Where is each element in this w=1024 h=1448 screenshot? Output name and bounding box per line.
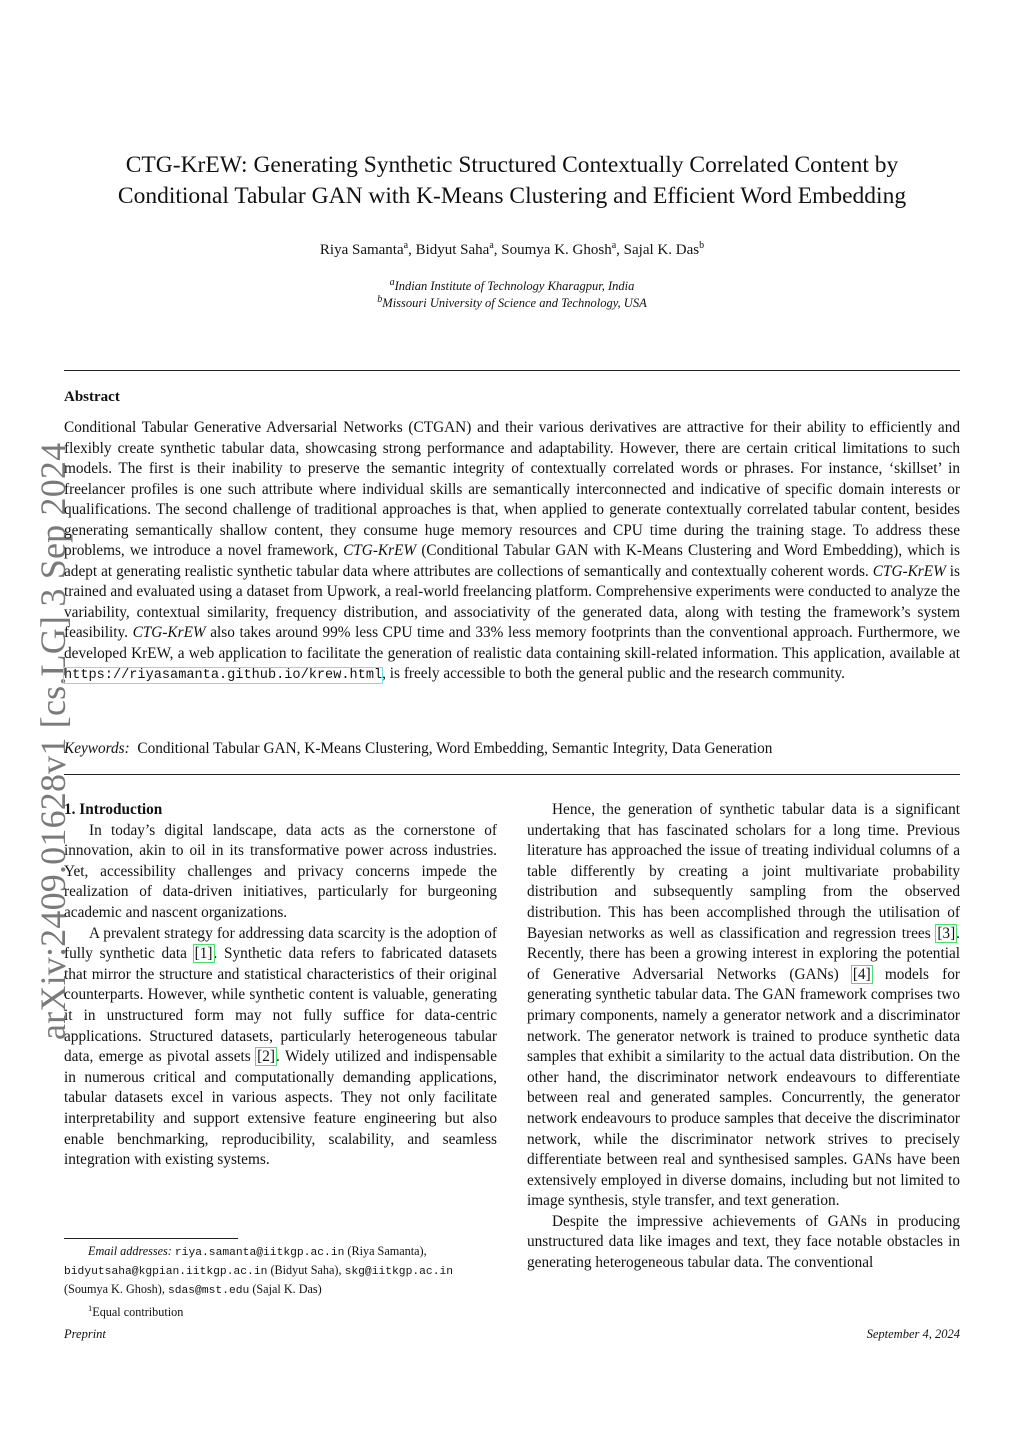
email-address[interactable]: riya.samanta@iitkgp.ac.in <box>174 1247 345 1259</box>
footnote-divider <box>64 1238 238 1239</box>
paragraph: Despite the impressive achievements of GANs in producing unstructured data like images and text, they face notable obstacles in generating heterogeneous tabular data. The conventional <box>527 1212 960 1272</box>
footnotes: Email addresses: riya.samanta@iitkgp.ac.in (Riya Samanta), bidyutsaha@kgpian.iitkgp.ac.in (Bidyut Saha), skg@iitkgp.ac.in (Soumya K. Ghosh), sdas@mst.edu (Sajal K. Das) $^1$Equal contribution <box>64 1243 504 1321</box>
abstract-heading: Abstract <box>64 389 120 405</box>
arxiv-identifier[interactable]: arXiv:2409.01628v1 [cs.LG] 3 Sep 2024 <box>33 442 73 1040</box>
citation-link[interactable]: [1] <box>194 945 213 963</box>
email-address[interactable]: bidyutsaha@kgpian.iitkgp.ac.in <box>64 1266 268 1278</box>
author-list: Riya Samanta$^a$, Bidyut Saha$^a$, Soumya K. Ghosh$^a$, Sajal K. Das$^b$ <box>319 240 705 258</box>
abstract-text: Conditional Tabular Generative Adversarial Networks (CTGAN) and their various derivatives are attractive for their ability to efficiently and flexibly create synthetic tabular data, showcasing strong performance and adaptability. However, there are certain critical limitations to such models. The first is their inability to preserve the semantic integrity of contextually correlated words or phrases. For instance, ‘skillset’ in freelancer profiles is one such attribute where individual skills are semantically interconnected and indicative of specific domain interests or qualifications. The second challenge of traditional approaches is that, when applied to generate contextually correlated tabular content, besides generating semantically shallow content, they consume huge memory resources and CPU time during the training stage. To address these problems, we introduce a novel framework, CTG-KrEW (Conditional Tabular GAN with K-Means Clustering and Word Embedding), which is adept at generating realistic synthetic tabular data where attributes are collections of semantically and contextually coherent words. CTG-KrEW is trained and evaluated using a dataset from Upwork, a real-world freelancing platform. Comprehensive experiments were conducted to analyze the variability, contextual similarity, frequency distribution, and associativity of the generated data, along with testing the framework’s system feasibility. CTG-KrEW also takes around 99% less CPU time and 33% less memory footprints than the conventional approach. Furthermore, we developed KrEW, a web application to facilitate the generation of realistic data containing skill-related information. This application, available at https://riyasamanta.github.io/krew.html, is freely accessible to both the general public and the research community. <box>64 419 961 683</box>
keywords-text: Conditional Tabular GAN, K-Means Clustering, Word Embedding, Semantic Integrity, Data Generation <box>137 740 773 757</box>
paper-title <box>64 150 960 212</box>
paragraph: In today’s digital landscape, data acts as the cornerstone of innovation, akin to oil in its transformative power across industries. Yet, accessibility challenges and privacy concerns impede the realization of data-driven initiatives, particularly for burgeoning academic and nascent organizations. <box>64 821 497 921</box>
footnote-equal-contribution: $^1$Equal contribution <box>88 1303 184 1320</box>
author: Sajal K. Das <box>623 242 700 258</box>
keywords-label: Keywords: <box>64 740 130 757</box>
krew-url-link[interactable]: https://riyasamanta.github.io/krew.html <box>64 668 383 683</box>
citation-link[interactable]: [2] <box>257 1048 276 1066</box>
footer-date: September 4, 2024 <box>866 1327 960 1341</box>
email-address[interactable]: skg@iitkgp.ac.in <box>344 1266 454 1278</box>
title-line-1: CTG-KrEW: Generating Synthetic Structured Contextually Correlated Content by <box>125 152 899 178</box>
author: Bidyut Saha <box>415 242 490 258</box>
author-affil-mark: a <box>489 240 494 251</box>
citation-link[interactable]: [3] <box>937 924 956 942</box>
footer-preprint: Preprint <box>64 1327 106 1341</box>
divider <box>64 370 960 371</box>
email-address[interactable]: sdas@mst.edu <box>167 1285 250 1297</box>
affiliation: $^b$Missouri University of Science and Technology, USA <box>377 294 647 311</box>
right-column <box>527 800 960 1274</box>
paragraph: A prevalent strategy for addressing data scarcity is the adoption of fully synthetic data [1]. Synthetic data refers to fabricated datasets that mirror the structure and statistical characteristics of their original counterparts. However, while synthetic content is valuable, generating it in unstructured form may not fully suffice for data-centric applications. Structured datasets, particularly heterogeneous tabular data, emerge as pivotal assets [2]. Widely utilized and indispensable in numerous critical and computationally demanding applications, tabular datasets excel in various aspects. They not only facilitate interpretability and support extensive feature engineering but also enable benchmarking, reproducibility, scalability, and seamless integration with existing systems. <box>64 924 497 1169</box>
author: Riya Samanta <box>319 242 404 258</box>
author-affil-mark: a <box>403 240 409 251</box>
paragraph: Hence, the generation of synthetic tabular data is a significant undertaking that has fascinated scholars for a long time. Previous literature has approached the issue of treating individual columns of a table differently by creating a joint multivariate probability distribution and subsequently sampling from the observed distribution. This has been accomplished through the utilisation of Bayesian networks as well as classification and regression trees [3]. Recently, there has been a growing interest in exploring the potential of Generative Adversarial Networks (GANs) [4] models for generating synthetic tabular data. The GAN framework comprises two primary components, namely a generator network and a discriminator network. The generator network is trained to produce synthetic data samples that exhibit a similarity to the actual data distribution. On the other hand, the discriminator network endeavours to differentiate between real and generated samples. Concurrently, the generator network endeavours to produce samples that deceive the discriminator network, while the discriminator network strives to precisely differentiate between real and synthesised samples. GANs have been extensively employed in diverse domains, including but not limited to image synthesis, style transfer, and text generation. <box>527 801 960 1210</box>
author-affil-mark: b <box>699 240 705 251</box>
author-affil-mark: a <box>611 240 617 251</box>
author: Soumya K. Ghosh <box>501 242 612 258</box>
citation-link[interactable]: [4] <box>852 965 871 983</box>
affiliation: $^a$Indian Institute of Technology Kharagpur, India <box>389 277 635 294</box>
title-line-2: Conditional Tabular GAN with K-Means Clustering and Efficient Word Embedding <box>117 183 907 209</box>
divider <box>64 774 960 775</box>
keywords <box>64 740 960 758</box>
left-column <box>64 800 497 1171</box>
section-heading: 1. Introduction <box>64 801 163 818</box>
